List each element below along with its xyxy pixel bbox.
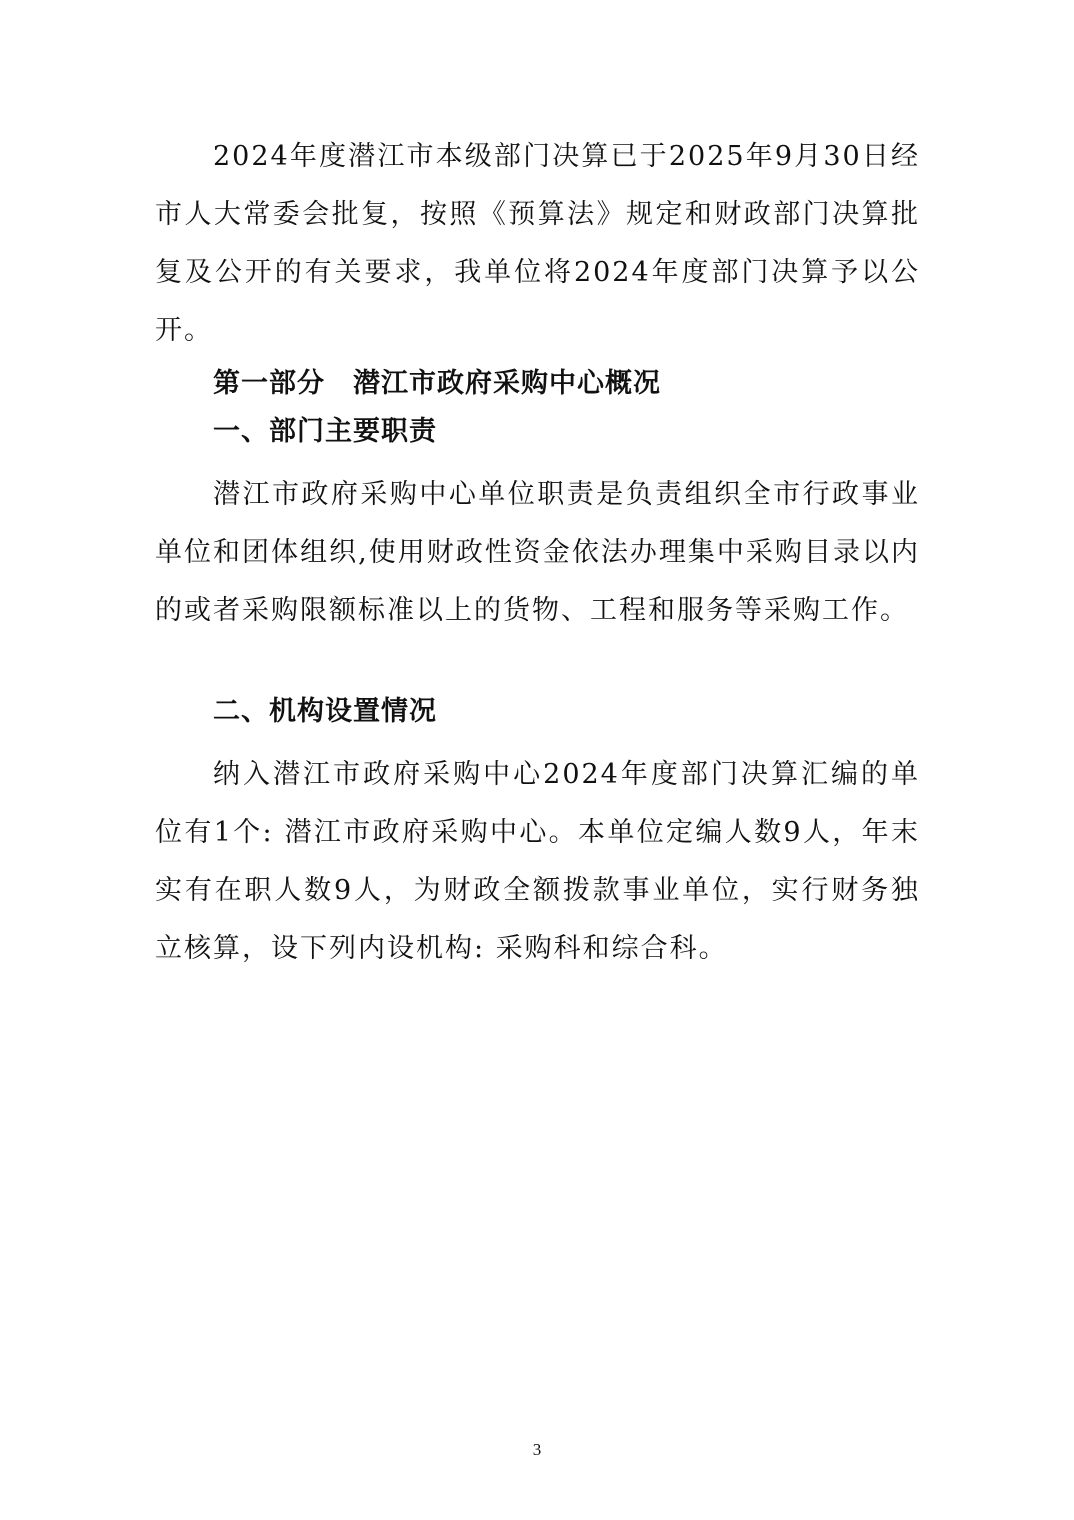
part-title: 第一部分 潜江市政府采购中心概况 [213, 368, 661, 399]
organization-paragraph: 纳入潜江市政府采购中心2024年度部门决算汇编的单位有1个: 潜江市政府采购中心。本单位定编人数9人，年末实有在职人数9人，为财政全额拨款事业单位，实行财务独立核算，设下列内设机构: 采购科和综合科。 [155, 759, 920, 964]
section-title-organization: 二、机构设置情况 [213, 696, 437, 727]
page-number: 3 [532, 1440, 542, 1459]
responsibilities-paragraph: 潜江市政府采购中心单位职责是负责组织全市行政事业单位和团体组织,使用财政性资金依法办理集中采购目录以内的或者采购限额标准以上的货物、工程和服务等采购工作。 [155, 479, 920, 626]
section-title-responsibilities: 一、部门主要职责 [213, 416, 437, 447]
intro-paragraph: 2024年度潜江市本级部门决算已于2025年9月30日经市人大常委会批复，按照《预算法》规定和财政部门决算批复及公开的有关要求，我单位将2024年度部门决算予以公开。 [155, 141, 920, 346]
